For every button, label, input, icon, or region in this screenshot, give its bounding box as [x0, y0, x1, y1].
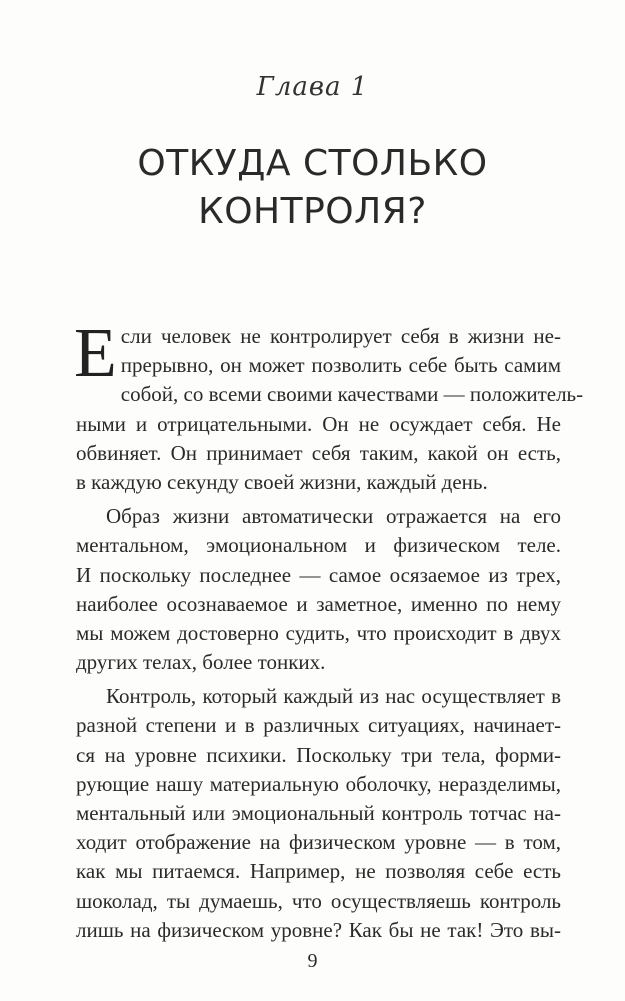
- text-line: ными и отрицательными. Он не осуждает себя. Не: [76, 411, 561, 436]
- text-line: обвиняет. Он принимает себя таким, какой он есть,: [76, 440, 561, 465]
- text-line: как мы питаемся. Например, не позволяя себе есть: [76, 859, 561, 884]
- text-line: наиболее осознаваемое и заметное, именно по нему: [76, 591, 561, 616]
- text-line: Образ жизни автоматически отражается на его: [106, 504, 561, 529]
- paragraph-2: [76, 502, 561, 677]
- text-line: в каждую секунду своей жизни, каждый день.: [76, 469, 488, 494]
- page-number: 9: [307, 950, 318, 972]
- text-line: сли человек не контролирует себя в жизни не-: [120, 324, 561, 348]
- text-line: собой, со всеми своими качествами — положитель-: [120, 382, 584, 407]
- chapter-label: Глава 1: [256, 72, 369, 102]
- text-line: рующие нашу материальную оболочку, неразделимы,: [76, 771, 561, 796]
- text-line: ся на уровне психики. Поскольку три тела, форми-: [76, 742, 561, 767]
- text-line: ментальный или эмоциональный контроль тотчас на-: [76, 801, 561, 825]
- text-line: лишь на физическом уровне? Как бы не так! Это вы-: [76, 917, 561, 942]
- body-text: [74, 315, 584, 950]
- text-line: прерывно, он может позволить себе быть самим: [120, 353, 561, 378]
- paragraph-1: [74, 315, 584, 497]
- chapter-title-line: КОНТРОЛЯ?: [198, 191, 427, 232]
- text-line: шоколад, ты думаешь, что осуществляешь контроль: [76, 888, 561, 913]
- text-line: ходит отображение на физическом уровне — в том,: [76, 830, 561, 855]
- text-line: других телах, более тонких.: [76, 650, 326, 675]
- chapter-title-line: ОТКУДА СТОЛЬКО: [137, 143, 488, 184]
- text-line: мы можем достоверно судить, что происходит в двух: [76, 620, 561, 645]
- text-line: разной степени и в различных ситуациях, начинает-: [76, 713, 561, 738]
- text-line: Контроль, который каждый из нас осуществляет в: [106, 684, 561, 709]
- paragraph-3: [76, 682, 561, 945]
- text-line: И поскольку последнее — самое осязаемое из трех,: [76, 562, 561, 587]
- drop-cap: Е: [74, 315, 117, 392]
- chapter-title: [0, 140, 625, 236]
- text-line: ментальном, эмоциональном и физическом теле.: [76, 533, 561, 558]
